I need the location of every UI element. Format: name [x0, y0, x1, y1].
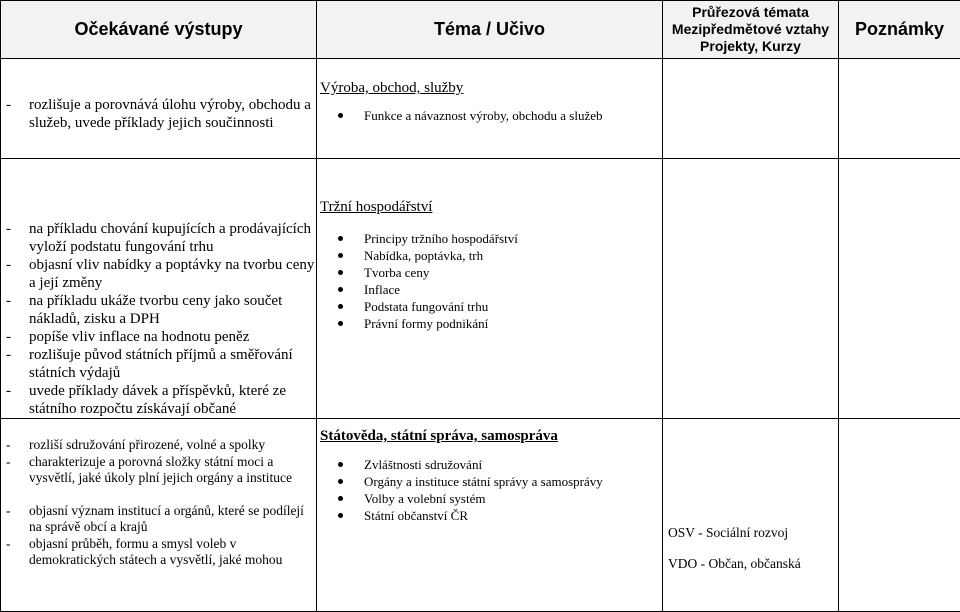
header-cross-line1: Průřezová témata: [663, 4, 838, 21]
outcome-item: - objasní vliv nabídky a poptávky na tvorbu ceny a její změny: [1, 256, 316, 292]
outcome-item: - uvede příklady dávek a příspěvků, které ze státního rozpočtu získávají občané: [1, 382, 316, 418]
topic-item: Tvorba ceny: [317, 264, 662, 281]
outcomes-cell: [1, 59, 317, 159]
table-row: [1, 419, 960, 612]
outcomes-cell: [1, 159, 317, 419]
header-notes: Poznámky: [839, 1, 960, 59]
cross-curricular-note: OSV - Sociální rozvoj: [663, 525, 788, 541]
topic-title: Tržní hospodářství: [317, 198, 662, 216]
topic-item: Volby a volební systém: [317, 490, 662, 507]
outcomes-list: [1, 59, 316, 132]
outcome-item: - popíše vliv inflace na hodnotu peněz: [1, 328, 316, 346]
notes-cell: [839, 159, 960, 419]
outcome-item: - rozlišuje a porovnává úlohu výroby, obchodu a služeb, uvede příklady jejich součinnosti: [1, 96, 316, 132]
outcomes-cell: [1, 419, 317, 612]
outcome-item: - rozliší sdružování přirozené, volné a spolky: [1, 437, 316, 454]
notes-cell: [839, 59, 960, 159]
outcome-item: - objasní význam institucí a orgánů, které se podílejí na správě obcí a krajů: [1, 503, 316, 536]
topic-item: Zvláštnosti sdružování: [317, 456, 662, 473]
topic-cell: [317, 59, 663, 159]
outcome-item: - charakterizuje a porovná složky státní moci a vysvětlí, jaké úkoly plní jejich orgány a instituce: [1, 454, 316, 487]
topic-item: Principy tržního hospodářství: [317, 230, 662, 247]
cross-curricular-cell: [663, 159, 839, 419]
topic-title: Výroba, obchod, služby: [317, 79, 662, 97]
topic-cell: [317, 419, 663, 612]
topic-item: Funkce a návaznost výroby, obchodu a služeb: [317, 107, 662, 124]
topic-title: Státověda, státní správa, samospráva: [317, 427, 662, 445]
header-topic: Téma / Učivo: [317, 1, 663, 59]
topic-items: [317, 230, 662, 332]
cross-curricular-cell: [663, 59, 839, 159]
topic-items: [317, 456, 662, 524]
header-cross-line2: Mezipředmětové vztahy: [663, 21, 838, 38]
cross-curricular-cell: [663, 419, 839, 612]
table-row: [1, 59, 960, 159]
header-cross-line3: Projekty, Kurzy: [663, 38, 838, 55]
header-outcomes: Očekávané výstupy: [1, 1, 317, 59]
topic-item: Státní občanství ČR: [317, 507, 662, 524]
topic-item: Orgány a instituce státní správy a samosprávy: [317, 473, 662, 490]
outcome-item: - objasní průběh, formu a smysl voleb v demokratických státech a vysvětlí, jaké mohou: [1, 536, 316, 569]
topic-items: [317, 107, 662, 124]
cross-curricular-note: VDO - Občan, občanská: [663, 556, 801, 572]
outcomes-list: [1, 419, 316, 569]
topic-item: Podstata fungování trhu: [317, 298, 662, 315]
outcome-item: - na příkladu chování kupujících a prodávajících vyloží podstatu fungování trhu: [1, 220, 316, 256]
topic-item: Právní formy podnikání: [317, 315, 662, 332]
header-cross-curricular: [663, 1, 839, 59]
outcomes-list: [1, 159, 316, 418]
topic-cell: [317, 159, 663, 419]
outcome-item: - na příkladu ukáže tvorbu ceny jako součet nákladů, zisku a DPH: [1, 292, 316, 328]
table-row: [1, 159, 960, 419]
topic-item: Nabídka, poptávka, trh: [317, 247, 662, 264]
header-row: [1, 1, 960, 59]
outcome-item: - rozlišuje původ státních příjmů a směřování státních výdajů: [1, 346, 316, 382]
topic-item: Inflace: [317, 281, 662, 298]
notes-cell: [839, 419, 960, 612]
